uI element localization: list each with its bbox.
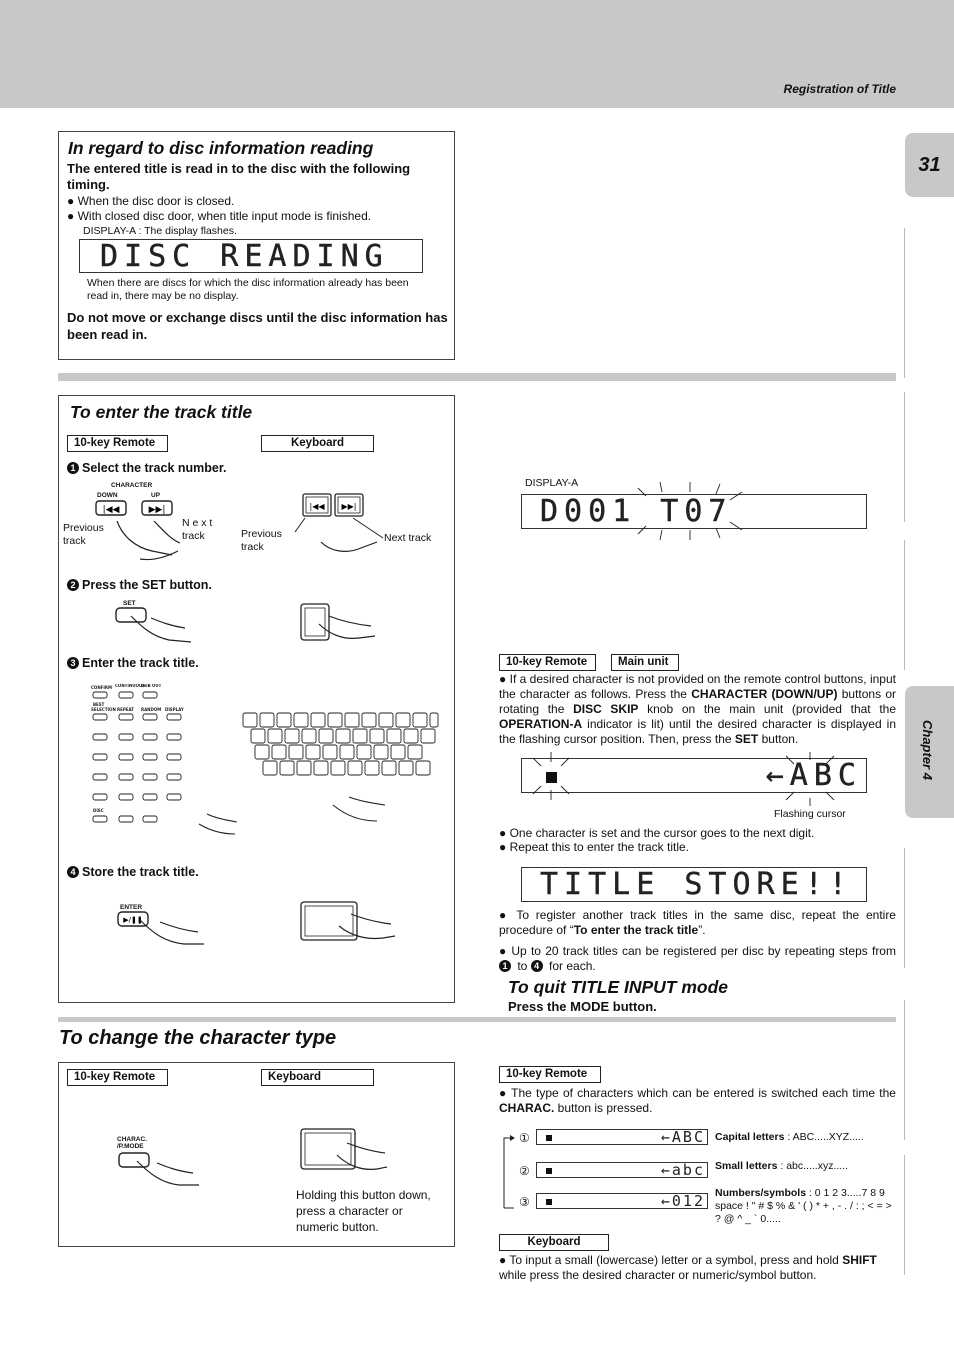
svg-text:DISC: DISC — [93, 808, 104, 813]
step-3: 3 Enter the track title. — [67, 656, 199, 670]
next-track-remote: N e x t track — [182, 517, 213, 542]
margin-line — [904, 540, 905, 670]
svg-text:▶/❚❚: ▶/❚❚ — [123, 916, 143, 924]
remote-keypad-illustration — [89, 684, 239, 844]
charac-button-label: CHARAC. /P.MODE — [117, 1136, 147, 1150]
remote-enter-illustration — [114, 910, 214, 954]
char-type-title: To change the character type — [59, 1027, 337, 1049]
remote-charac-illustration — [115, 1151, 205, 1195]
disc-reading-title: In regard to disc information reading — [68, 138, 374, 158]
step-1: 1 Select the track number. — [67, 461, 227, 475]
mode-mark-1: ① — [519, 1131, 530, 1145]
char-type-box — [58, 1062, 455, 1247]
keyboard-arrow-keys-illustration — [291, 492, 391, 562]
margin-line — [904, 392, 905, 522]
step-2: 2 Press the SET button. — [67, 578, 212, 592]
svg-text:BEST: BEST — [93, 702, 105, 707]
svg-text:CONFIRM: CONFIRM — [91, 685, 112, 690]
page-number: 31 — [918, 153, 941, 176]
section-divider — [58, 373, 896, 381]
bullet-repeat: ● Repeat this to enter the track title. — [499, 840, 690, 854]
label-main-unit: Main unit — [611, 654, 679, 671]
lcd-disc-reading: DISC READING — [79, 239, 423, 273]
section-divider-2 — [58, 1017, 896, 1022]
svg-text:CONTINUOUS: CONTINUOUS — [115, 684, 146, 688]
margin-line — [904, 1155, 905, 1275]
margin-line — [904, 848, 905, 968]
label-10key-remote-4: 10-key Remote — [499, 1066, 601, 1083]
kbd-shift-text: ● To input a small (lowercase) letter or a symbol, press and hold SHIFT while press the desired character or numeric/symbol button. — [499, 1253, 877, 1282]
keyboard-shift-illustration — [299, 1127, 389, 1179]
cursor-block-icon — [546, 1168, 552, 1174]
svg-text:|◀◀: |◀◀ — [309, 502, 325, 511]
section-header: Registration of Title — [783, 82, 896, 96]
char-label: CHARACTER — [111, 482, 153, 489]
svg-text:|◀◀: |◀◀ — [102, 505, 120, 515]
label-keyboard: Keyboard — [261, 435, 374, 452]
keyboard-set-illustration — [299, 602, 379, 652]
svg-text:▶▶|: ▶▶| — [148, 505, 166, 515]
svg-text:REPEAT: REPEAT — [117, 707, 134, 712]
label-keyboard-3: Keyboard — [499, 1234, 609, 1251]
step-4: 4 Store the track title. — [67, 865, 199, 879]
margin-line — [904, 228, 905, 378]
label-10key-remote-2: 10-key Remote — [499, 654, 596, 671]
disc-note: When there are discs for which the disc information already has been read in, there may be no display. — [87, 277, 409, 302]
down-label: DOWN — [97, 492, 118, 499]
svg-text:DUB OUT: DUB OUT — [141, 684, 162, 688]
lcd-mode-small: ←abc — [536, 1162, 708, 1178]
svg-text:RANDOM: RANDOM — [141, 707, 162, 712]
page-number-tab — [905, 133, 954, 197]
enter-track-box — [58, 395, 455, 1003]
bullet-register: ● To register another track titles in the same disc, repeat the entire procedure of “To enter the track title”. — [499, 908, 896, 937]
cursor-block-icon — [546, 1135, 552, 1141]
lcd-track-number: D001 T07 — [521, 494, 867, 529]
mode-cycle-arrow-icon — [498, 1132, 518, 1212]
lcd-title-store: TITLE STORE!! — [521, 867, 867, 902]
mode-desc-numbers: Numbers/symbols : 0 1 2 3.....7 8 9 space ! " # $ % & ' ( ) * + , - . / : ; < = > ? @ ^ _ ` 0..... — [715, 1187, 892, 1225]
mode-mark-3: ③ — [519, 1195, 530, 1209]
next-track-kbd: Next track — [384, 532, 432, 544]
lcd-mode-capital: ←ABC — [536, 1129, 708, 1145]
svg-text:SELECTION: SELECTION — [91, 707, 116, 712]
set-label: SET — [123, 600, 136, 607]
keyboard-keys-illustration — [241, 709, 441, 839]
svg-text:▶▶|: ▶▶| — [341, 502, 357, 511]
bullet-up-to-20: ● Up to 20 track titles can be registered per disc by repeating steps from 1 to 4 for each. — [499, 944, 896, 973]
up-label: UP — [151, 492, 161, 499]
svg-text:DISPLAY: DISPLAY — [165, 707, 184, 712]
prev-track-kbd: Previous track — [241, 528, 282, 553]
display-note: DISPLAY-A : The display flashes. — [83, 225, 237, 237]
prev-track-remote: Previous track — [63, 522, 104, 547]
enter-track-title: To enter the track title — [70, 402, 253, 422]
bullet-char-set: ● One character is set and the cursor goes to the next digit. — [499, 826, 815, 840]
bullet-1: ● When the disc door is closed. — [67, 194, 235, 208]
disc-reading-box — [58, 131, 455, 360]
chapter-tab — [905, 686, 954, 818]
disc-warning: Do not move or exchange discs until the disc information has been read in. — [67, 310, 448, 342]
chapter-label: Chapter 4 — [920, 720, 935, 780]
lcd-abc: ←ABC — [521, 758, 867, 793]
switch-text: ● The type of characters which can be entered is switched each time the CHARAC. button is pressed. — [499, 1086, 896, 1115]
holding-note: Holding this button down, press a character or numeric button. — [296, 1188, 431, 1234]
margin-line — [904, 1000, 905, 1140]
mode-desc-capital: Capital letters : ABC.....XYZ..... — [715, 1131, 864, 1143]
label-keyboard-2: Keyboard — [261, 1069, 374, 1086]
bullet-2: ● With closed disc door, when title input mode is finished. — [67, 209, 372, 223]
cursor-block-icon — [546, 1199, 552, 1205]
label-10key-remote: 10-key Remote — [67, 435, 168, 452]
mode-mark-2: ② — [519, 1164, 530, 1178]
flashing-cursor-label: Flashing cursor — [774, 808, 846, 820]
label-10key-remote-3: 10-key Remote — [67, 1069, 168, 1086]
keyboard-enter-illustration — [299, 900, 399, 950]
char-input-paragraph: ● If a desired character is not provided on the remote control buttons, input the character as follows. Press the CHARACTER (DOWN/UP) buttons or rotating the DISC SKIP knob on the main unit (provided that the OPERATION-A indicator is lit) until the desired character is displayed in the flashing cursor position. Then, press the SET button. — [499, 672, 897, 746]
flash-rays-illustration — [630, 480, 750, 542]
enter-label: ENTER — [120, 904, 143, 911]
mode-desc-small: Small letters : abc.....xyz..... — [715, 1160, 849, 1172]
quit-text: Press the MODE button. — [508, 999, 657, 1014]
display-a-label: DISPLAY-A — [525, 477, 579, 489]
quit-title: To quit TITLE INPUT mode — [508, 977, 729, 997]
disc-reading-lead: The entered title is read in to the disc with the following timing. — [67, 161, 411, 192]
cursor-flash-rays-icon — [527, 752, 577, 800]
remote-set-illustration — [111, 606, 201, 648]
cursor-flash-rays-icon — [780, 752, 840, 806]
lcd-mode-numbers: ←012 — [536, 1193, 708, 1209]
